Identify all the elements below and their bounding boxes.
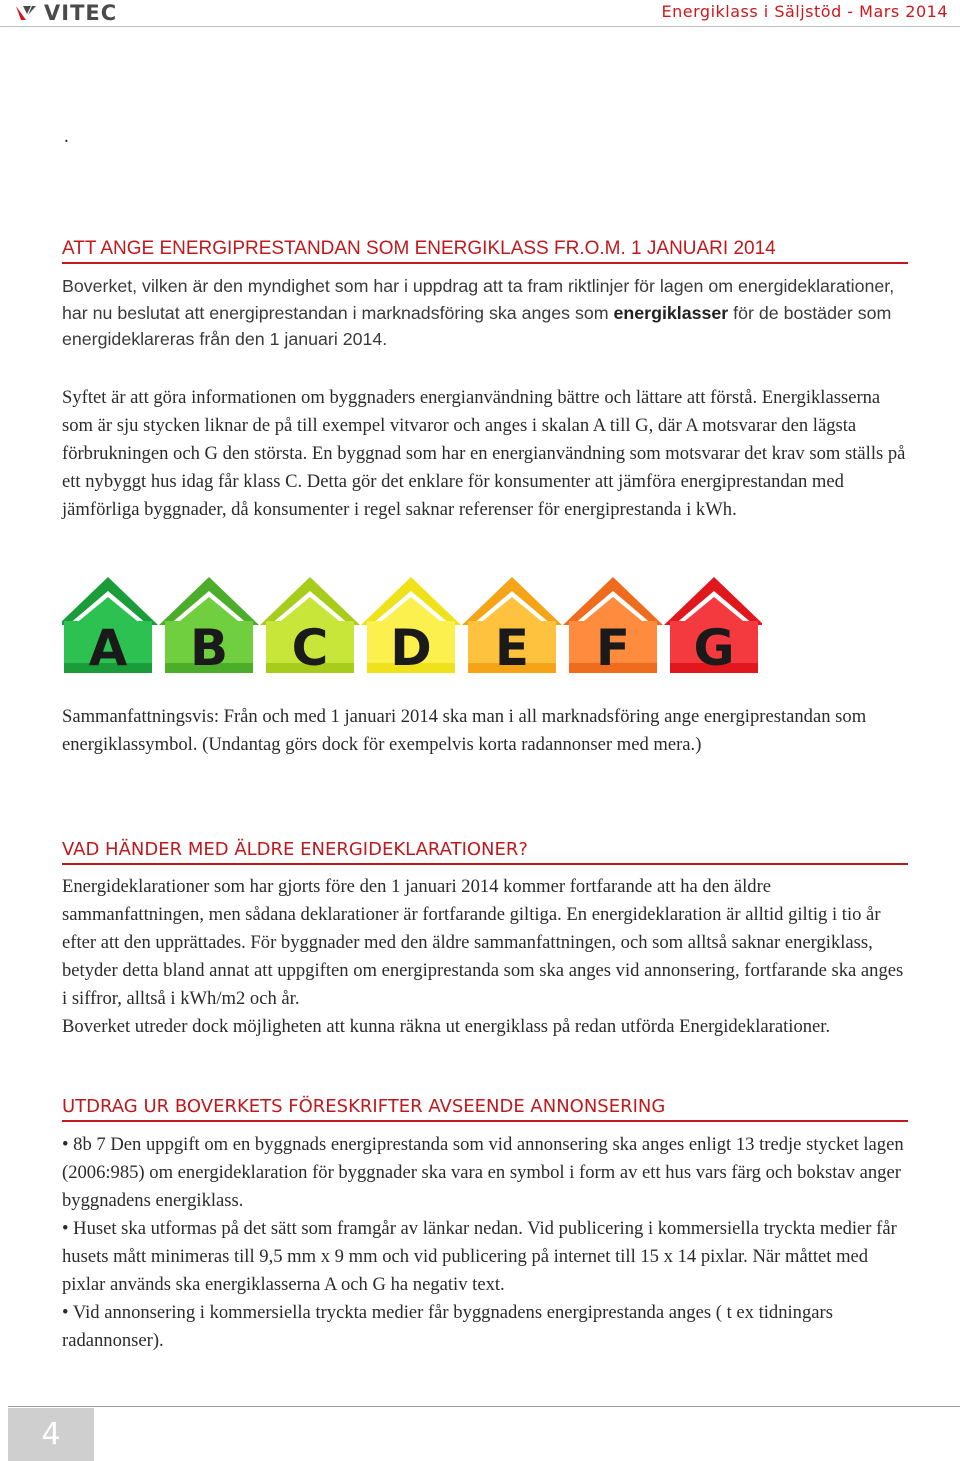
energy-class-letter: A	[88, 619, 128, 677]
stray-dot: .	[64, 126, 69, 147]
regulation-bullet-2: • Huset ska utformas på det sätt som framgår av länkar nedan. Vid publicering i kommersiella tryckta medier får husets mått minimeras till 9,5 mm x 9 mm och vid publicering på internet till 15 x 14 pixlar. När måttet med pixlar används ska energiklasserna A och G ha negativ text.	[62, 1218, 897, 1295]
energy-class-letter: G	[693, 619, 735, 677]
energy-class-house-f	[563, 577, 663, 677]
footer-divider	[8, 1406, 960, 1407]
energy-class-letter: B	[189, 619, 229, 677]
regulation-bullet-3: • Vid annonsering i kommersiella tryckta medier får byggnadens energiprestanda anges ( t ex tidningars radannonser).	[62, 1302, 833, 1351]
energy-class-house-e	[462, 577, 562, 677]
energy-class-house-g	[664, 577, 762, 677]
boverket-paragraph: Boverket utreder dock möjligheten att kunna räkna ut energiklass på redan utförda Energideklarationer.	[62, 1016, 831, 1037]
vitec-logo-icon	[14, 3, 38, 23]
bold-term: energiklasser	[613, 302, 729, 323]
page-number: 4	[41, 1417, 61, 1452]
summary-paragraph: Sammanfattningsvis: Från och med 1 januari 2014 ska man i all marknadsföring ange energiprestandan som energiklassymbol. (Undantag görs dock för exempelvis korta radannonser med mera.)	[62, 706, 867, 755]
section-heading-energy-class: ATT ANGE ENERGIPRESTANDAN SOM ENERGIKLASS FR.O.M. 1 JANUARI 2014	[62, 237, 908, 264]
brand-name: VITEC	[44, 1, 118, 25]
header-divider	[0, 26, 960, 27]
vitec-logo	[14, 2, 117, 24]
document-title: Energiklass i Säljstöd - Mars 2014	[661, 2, 948, 21]
energy-class-house-b	[159, 577, 259, 677]
energy-class-letter: F	[595, 619, 631, 677]
page-header	[0, 0, 960, 28]
older-declarations-paragraph: Energideklarationer som har gjorts före den 1 januari 2014 kommer fortfarande att ha den äldre sammanfattningen, men sådana deklarationer är fortfarande giltiga. En energideklaration är alltid giltig i tio år efter att den upprättades. För byggnader med den äldre sammanfattningen, och som alltså saknar energiklass, betyder detta bland annat att uppgiften om energiprestanda som ska anges vid annonsering, fortfarande ska anges i siffror, alltså i kWh/m2 och år.	[62, 876, 904, 1009]
regulation-bullet-1: • 8b 7 Den uppgift om en byggnads energiprestanda som vid annonsering ska anges enligt 13 tredje stycket lagen (2006:985) om energideklaration för byggnader ska vara en symbol i form av ett hus vars färg och bokstav anger byggnadens energiklass.	[62, 1134, 904, 1211]
section-heading-older-declarations: VAD HÄNDER MED ÄLDRE ENERGIDEKLARATIONER?	[62, 838, 908, 865]
energy-class-letter: C	[291, 619, 329, 677]
energy-class-house-d	[361, 577, 461, 677]
intro-paragraph: Boverket, vilken är den myndighet som har i uppdrag att ta fram riktlinjer för lagen om energideklarationer, har nu beslutat att energiprestandan i marknadsföring ska anges som energiklasser för de bostäder som energideklareras från den 1 januari 2014.	[62, 276, 895, 349]
energy-class-letter: E	[494, 619, 530, 677]
section-heading-regulations: UTDRAG UR BOVERKETS FÖRESKRIFTER AVSEENDE ANNONSERING	[62, 1095, 908, 1122]
page-number-box	[8, 1408, 94, 1461]
purpose-paragraph: Syftet är att göra informationen om byggnaders energianvändning bättre och lättare att förstå. Energiklasserna som är sju stycken liknar de på till exempel vitvaror och anges i skalan A till G, där A motsvarar den lägsta förbrukningen och G den största. En byggnad som har en energianvändning som motsvarar det krav som ställs på ett nybyggt hus idag får klass C. Detta gör det enklare för konsumenter att jämföra energiprestandan med jämförliga byggnader, då konsumenter i regel saknar referenser för energiprestanda i kWh.	[62, 387, 906, 520]
energy-class-letter: D	[390, 619, 432, 677]
energy-class-house-a	[62, 577, 158, 677]
energy-class-houses	[62, 575, 762, 677]
energy-class-house-c	[260, 577, 360, 677]
